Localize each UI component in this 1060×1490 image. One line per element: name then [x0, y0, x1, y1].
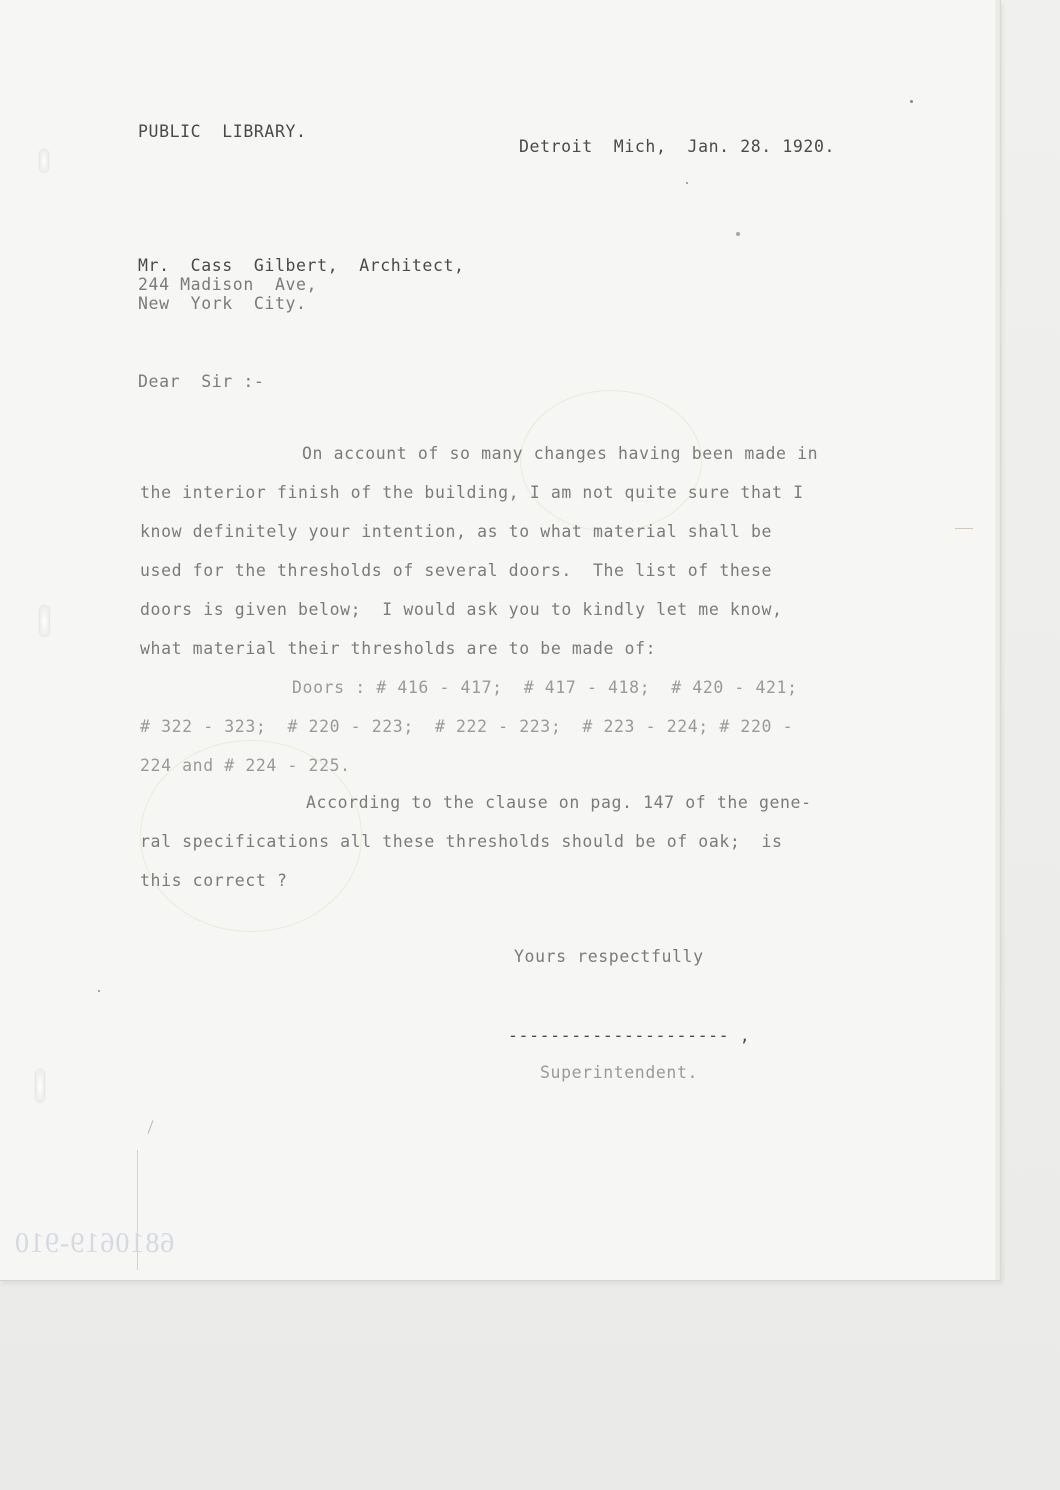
page-edge: [995, 0, 1000, 1280]
paper-speck: [98, 990, 100, 992]
signature-title: Superintendent.: [540, 1063, 699, 1082]
body-line: doors is given below; I would ask you to kindly let me know,: [140, 600, 783, 619]
recipient-line-2: 244 Madison Ave,: [138, 275, 318, 294]
paper-speck: [686, 182, 688, 184]
body-line: On account of so many changes having been made in: [302, 444, 819, 463]
door-list-line: 224 and # 224 - 225.: [140, 756, 351, 775]
punch-hole-top: [40, 150, 48, 172]
body-line: used for the thresholds of several doors. The list of these: [140, 561, 773, 580]
recipient-line-1: Mr. Cass Gilbert, Architect,: [138, 256, 465, 275]
punch-hole-bottom: [36, 1070, 44, 1102]
body-line: ral specifications all these thresholds should be of oak; is: [140, 832, 783, 851]
paper-speck: [736, 232, 740, 236]
body-line: know definitely your intention, as to what material shall be: [140, 522, 773, 541]
signature-line: --------------------- ,: [508, 1026, 751, 1045]
body-line: this correct ?: [140, 871, 288, 890]
paper-mark: [955, 528, 973, 529]
paper-speck: [910, 100, 913, 103]
body-line: what material their thresholds are to be made of:: [140, 639, 657, 658]
paper-mark: [148, 1120, 154, 1133]
closing: Yours respectfully: [514, 947, 704, 966]
punch-hole-middle: [40, 606, 49, 636]
body-line: According to the clause on pag. 147 of the gene-: [306, 793, 812, 812]
door-list-line: # 322 - 323; # 220 - 223; # 222 - 223; # 223 - 224; # 220 -: [140, 717, 794, 736]
dateline: Detroit Mich, Jan. 28. 1920.: [519, 137, 836, 156]
recipient-line-3: New York City.: [138, 294, 307, 313]
body-line: the interior finish of the building, I am not quite sure that I: [140, 483, 804, 502]
salutation: Dear Sir :-: [138, 372, 265, 391]
archive-stamp: 6810619-910: [14, 1228, 175, 1259]
door-list-line: Doors : # 416 - 417; # 417 - 418; # 420 - 421;: [292, 678, 798, 697]
letterhead: PUBLIC LIBRARY.: [138, 122, 307, 141]
